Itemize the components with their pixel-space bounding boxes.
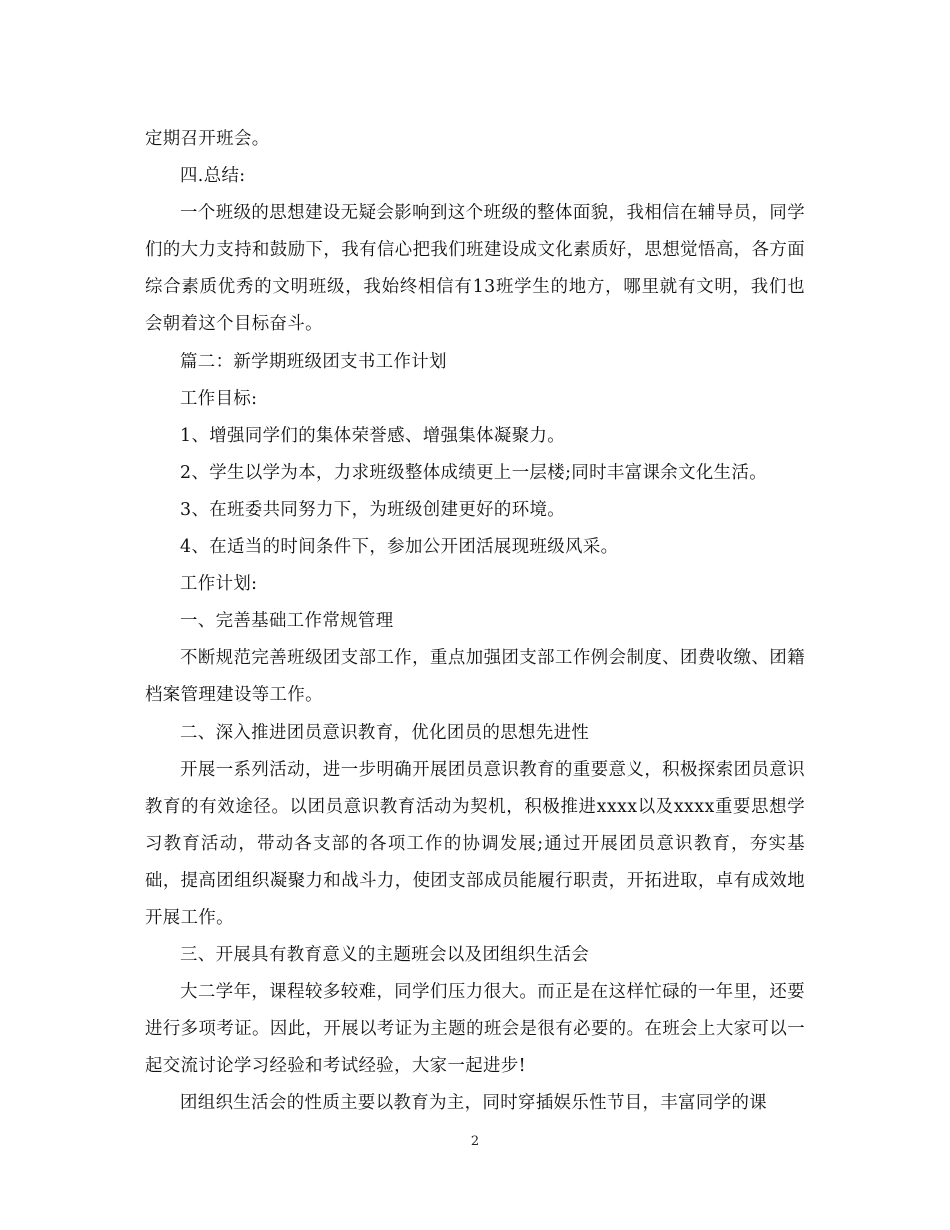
plan-paragraph-3: 大二学年，课程较多较难，同学们压力很大。而正是在这样忙碌的一年里，还要进行多项考证。因此，开展以考证为主题的班会是很有必要的。在班会上大家可以一起交流讨论学习经验和考试经验，大家一起进步! [145,982,805,1077]
goal-item-1: 1、增强同学们的集体荣誉感、增强集体凝聚力。 [180,425,566,446]
plan-paragraph-2: 开展一系列活动，进一步明确开展团员意识教育的重要意义，积极探索团员意识教育的有效途径。以团员意识教育活动为契机，积极推进xxxx以及xxxx重要思想学习教育活动，带动各支部的各项工作的协调发展;通过开展团员意识教育，夯实基础，提高团组织凝聚力和战斗力，使团支部成员能履行职责，开拓进取，卓有成效地开展工作。 [145,759,805,928]
document-body [145,121,805,1123]
article-title: 篇二：新学期班级团支书工作计划 [180,351,447,372]
goal-item-2: 2、学生以学为本，力求班级整体成绩更上一层楼;同时丰富课余文化生活。 [180,462,768,483]
paragraph-summary: 一个班级的思想建设无疑会影响到这个班级的整体面貌，我相信在辅导员，同学们的大力支持和鼓励下，我有信心把我们班建设成文化素质好，思想觉悟高，各方面综合素质优秀的文明班级，我始终相信有13班学生的地方，哪里就有文明，我们也会朝着这个目标奋斗。 [145,203,805,335]
goal-item-3: 3、在班委共同努力下，为班级创建更好的环境。 [180,499,566,520]
page-number: 2 [470,1134,480,1149]
plan-paragraph-1: 不断规范完善班级团支部工作，重点加强团支部工作例会制度、团费收缴、团籍档案管理建设等工作。 [145,648,805,706]
plan-heading-3: 三、开展具有教育意义的主题班会以及团组织生活会 [180,945,590,966]
plan-heading-1: 一、完善基础工作常规管理 [180,611,394,632]
heading-goals: 工作目标: [180,388,258,409]
plan-paragraph-4: 团组织生活会的性质主要以教育为主，同时穿插娱乐性节目，丰富同学的课 [180,1093,768,1114]
goal-item-4: 4、在适当的时间条件下，参加公开团活展现班级风采。 [180,537,619,558]
heading-plan: 工作计划: [180,574,258,595]
section-heading-summary: 四.总结: [180,166,246,187]
plan-heading-2: 二、深入推进团员意识教育，优化团员的思想先进性 [180,722,590,743]
paragraph-1: 定期召开班会。 [145,129,270,149]
